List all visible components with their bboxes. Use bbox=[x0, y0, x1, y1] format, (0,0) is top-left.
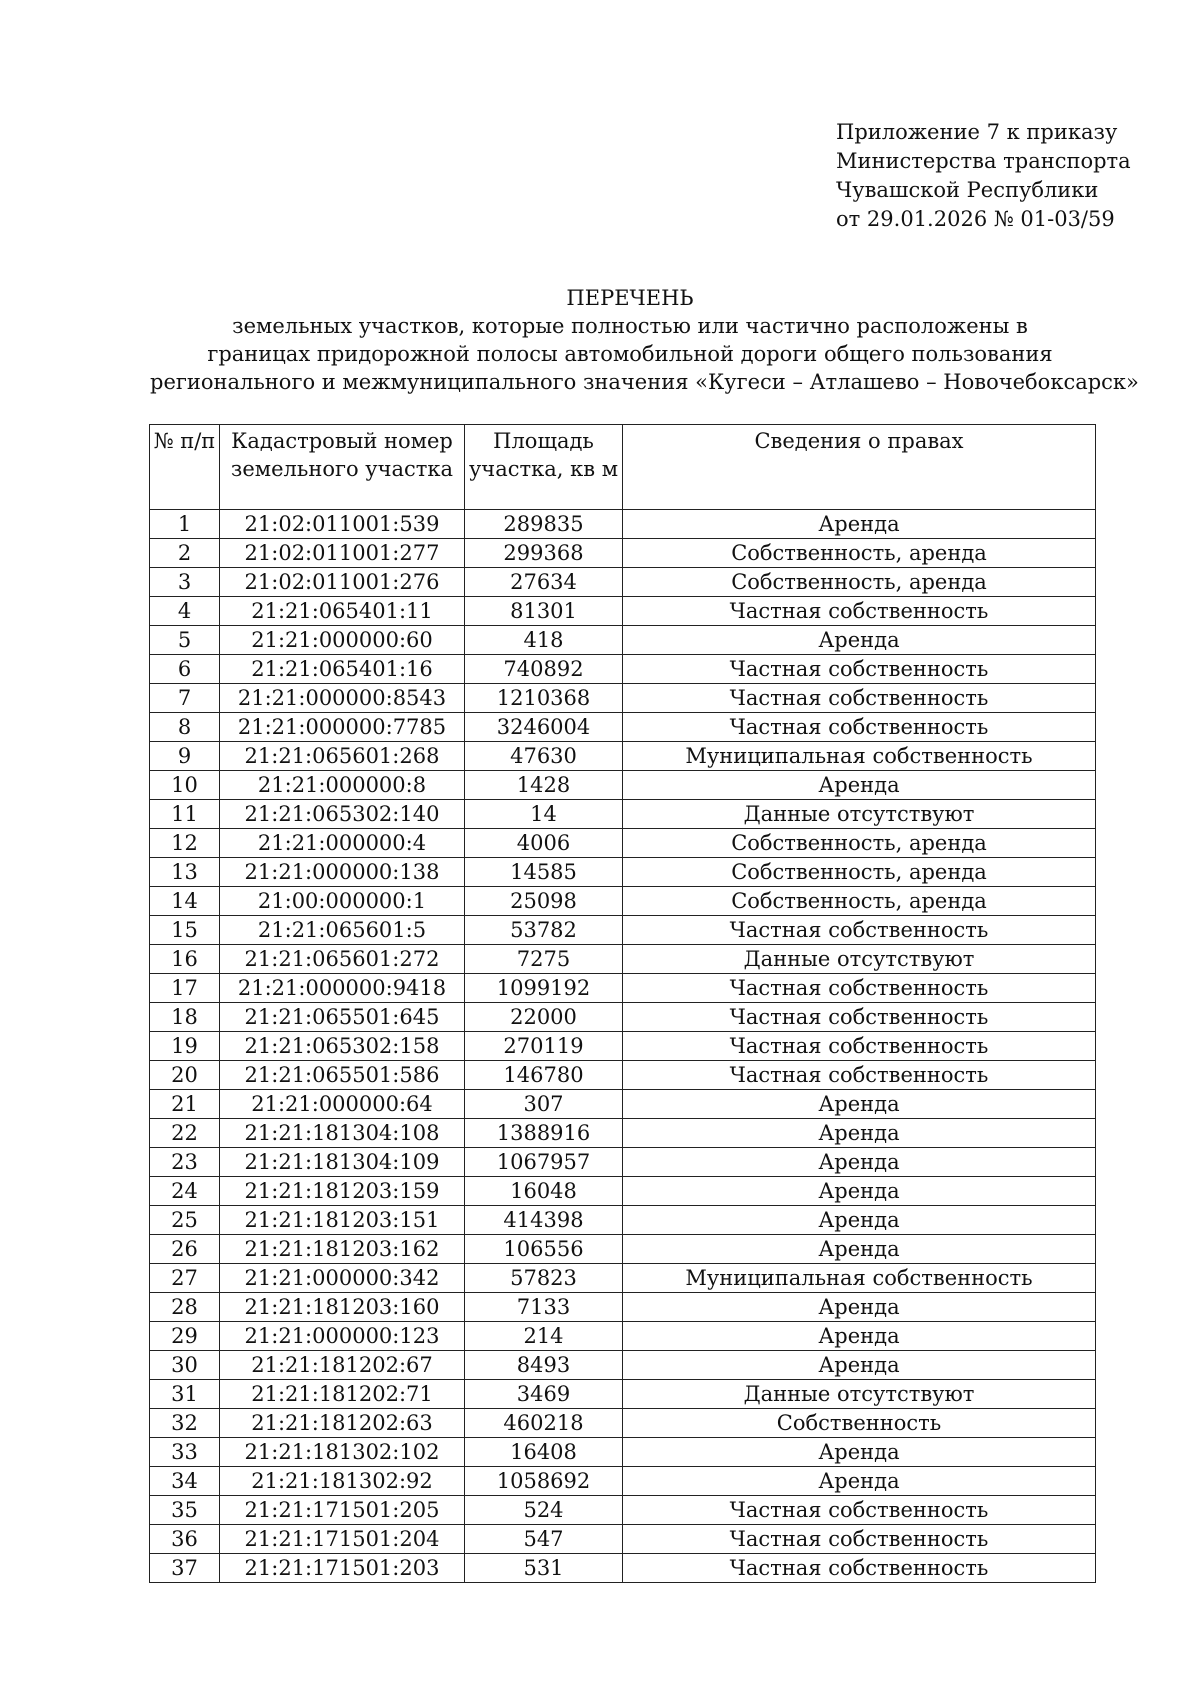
cell-num: 15 bbox=[150, 916, 220, 945]
table-row bbox=[150, 858, 1096, 887]
table-row bbox=[150, 1351, 1096, 1380]
cell-cadastral: 21:21:181203:159 bbox=[220, 1177, 465, 1206]
cell-num: 24 bbox=[150, 1177, 220, 1206]
cell-cadastral: 21:21:000000:7785 bbox=[220, 713, 465, 742]
cell-rights: Аренда bbox=[623, 1322, 1096, 1351]
cell-cadastral: 21:21:181202:63 bbox=[220, 1409, 465, 1438]
cell-rights: Аренда bbox=[623, 1293, 1096, 1322]
cell-cadastral: 21:21:181202:71 bbox=[220, 1380, 465, 1409]
cell-cadastral: 21:21:065501:645 bbox=[220, 1003, 465, 1032]
cell-cadastral: 21:00:000000:1 bbox=[220, 887, 465, 916]
cell-area: 270119 bbox=[465, 1032, 623, 1061]
table-row bbox=[150, 1438, 1096, 1467]
cell-num: 37 bbox=[150, 1554, 220, 1583]
table-row bbox=[150, 1061, 1096, 1090]
cell-rights: Частная собственность bbox=[623, 974, 1096, 1003]
table-row bbox=[150, 1148, 1096, 1177]
cell-cadastral: 21:21:000000:4 bbox=[220, 829, 465, 858]
cell-cadastral: 21:21:181203:160 bbox=[220, 1293, 465, 1322]
cell-area: 1067957 bbox=[465, 1148, 623, 1177]
cell-rights: Аренда bbox=[623, 1351, 1096, 1380]
header-rights: Сведения о правах bbox=[623, 425, 1096, 510]
cell-rights: Частная собственность bbox=[623, 1525, 1096, 1554]
cell-area: 106556 bbox=[465, 1235, 623, 1264]
cell-area: 47630 bbox=[465, 742, 623, 771]
cell-area: 3469 bbox=[465, 1380, 623, 1409]
cell-rights: Муниципальная собственность bbox=[623, 1264, 1096, 1293]
cell-cadastral: 21:02:011001:277 bbox=[220, 539, 465, 568]
cell-rights: Аренда bbox=[623, 1206, 1096, 1235]
cell-area: 289835 bbox=[465, 510, 623, 539]
cell-rights: Собственность, аренда bbox=[623, 539, 1096, 568]
cell-num: 36 bbox=[150, 1525, 220, 1554]
cell-area: 531 bbox=[465, 1554, 623, 1583]
cell-num: 30 bbox=[150, 1351, 220, 1380]
cell-rights: Аренда bbox=[623, 1148, 1096, 1177]
cell-rights: Частная собственность bbox=[623, 1061, 1096, 1090]
document-subtitle-line: границах придорожной полосы автомобильной дороги общего пользования bbox=[207, 342, 1053, 366]
cell-num: 28 bbox=[150, 1293, 220, 1322]
cell-rights: Собственность, аренда bbox=[623, 829, 1096, 858]
cell-num: 14 bbox=[150, 887, 220, 916]
cell-num: 8 bbox=[150, 713, 220, 742]
cell-num: 18 bbox=[150, 1003, 220, 1032]
cell-cadastral: 21:21:065601:5 bbox=[220, 916, 465, 945]
cell-num: 20 bbox=[150, 1061, 220, 1090]
cell-num: 13 bbox=[150, 858, 220, 887]
cell-cadastral: 21:21:181203:151 bbox=[220, 1206, 465, 1235]
cell-area: 146780 bbox=[465, 1061, 623, 1090]
cell-cadastral: 21:21:065302:140 bbox=[220, 800, 465, 829]
cell-cadastral: 21:21:000000:60 bbox=[220, 626, 465, 655]
cell-rights: Данные отсутствуют bbox=[623, 945, 1096, 974]
document-heading bbox=[150, 284, 1139, 396]
cell-area: 214 bbox=[465, 1322, 623, 1351]
cell-area: 524 bbox=[465, 1496, 623, 1525]
cell-area: 4006 bbox=[465, 829, 623, 858]
cell-area: 22000 bbox=[465, 1003, 623, 1032]
table-row bbox=[150, 945, 1096, 974]
cell-cadastral: 21:21:000000:8 bbox=[220, 771, 465, 800]
cell-num: 26 bbox=[150, 1235, 220, 1264]
table-row bbox=[150, 771, 1096, 800]
document-subtitle-line: регионального и межмуниципального значения «Кугеси – Атлашево – Новочебоксарск» bbox=[150, 370, 1139, 394]
cell-num: 22 bbox=[150, 1119, 220, 1148]
cell-cadastral: 21:21:065302:158 bbox=[220, 1032, 465, 1061]
cell-num: 29 bbox=[150, 1322, 220, 1351]
cell-num: 21 bbox=[150, 1090, 220, 1119]
header-area: Площадь участка, кв м bbox=[465, 425, 623, 510]
cell-cadastral: 21:21:181304:109 bbox=[220, 1148, 465, 1177]
cell-area: 14585 bbox=[465, 858, 623, 887]
cell-num: 27 bbox=[150, 1264, 220, 1293]
document-subtitle-line: земельных участков, которые полностью или частично расположены в bbox=[232, 314, 1028, 338]
table-row bbox=[150, 829, 1096, 858]
cell-cadastral: 21:21:000000:9418 bbox=[220, 974, 465, 1003]
cell-rights: Данные отсутствуют bbox=[623, 800, 1096, 829]
cell-num: 11 bbox=[150, 800, 220, 829]
cell-num: 12 bbox=[150, 829, 220, 858]
cell-rights: Аренда bbox=[623, 771, 1096, 800]
table-row bbox=[150, 1090, 1096, 1119]
cell-num: 33 bbox=[150, 1438, 220, 1467]
cell-num: 34 bbox=[150, 1467, 220, 1496]
table-row bbox=[150, 1322, 1096, 1351]
cell-cadastral: 21:21:000000:64 bbox=[220, 1090, 465, 1119]
cell-area: 740892 bbox=[465, 655, 623, 684]
cell-cadastral: 21:21:065401:11 bbox=[220, 597, 465, 626]
cell-cadastral: 21:21:000000:8543 bbox=[220, 684, 465, 713]
cell-num: 23 bbox=[150, 1148, 220, 1177]
appendix-line: Министерства транспорта bbox=[836, 149, 1131, 173]
cell-num: 4 bbox=[150, 597, 220, 626]
table-row bbox=[150, 742, 1096, 771]
cell-cadastral: 21:21:065601:272 bbox=[220, 945, 465, 974]
cell-rights: Собственность bbox=[623, 1409, 1096, 1438]
cell-cadastral: 21:21:171501:203 bbox=[220, 1554, 465, 1583]
cell-rights: Аренда bbox=[623, 1467, 1096, 1496]
table-row bbox=[150, 1206, 1096, 1235]
cell-rights: Муниципальная собственность bbox=[623, 742, 1096, 771]
table-row bbox=[150, 974, 1096, 1003]
cell-cadastral: 21:21:181202:67 bbox=[220, 1351, 465, 1380]
cell-rights: Аренда bbox=[623, 510, 1096, 539]
cell-rights: Собственность, аренда bbox=[623, 887, 1096, 916]
table-row bbox=[150, 1554, 1096, 1583]
cell-cadastral: 21:21:171501:205 bbox=[220, 1496, 465, 1525]
cell-area: 7275 bbox=[465, 945, 623, 974]
header-num: № п/п bbox=[150, 425, 220, 510]
table-row bbox=[150, 1496, 1096, 1525]
cell-cadastral: 21:21:000000:342 bbox=[220, 1264, 465, 1293]
table-header-row bbox=[150, 425, 1096, 510]
land-plots-table bbox=[149, 424, 1096, 1583]
cell-num: 19 bbox=[150, 1032, 220, 1061]
cell-rights: Аренда bbox=[623, 1177, 1096, 1206]
cell-num: 9 bbox=[150, 742, 220, 771]
cell-rights: Частная собственность bbox=[623, 597, 1096, 626]
table-row bbox=[150, 1467, 1096, 1496]
table-row bbox=[150, 626, 1096, 655]
cell-num: 32 bbox=[150, 1409, 220, 1438]
appendix-line: от 29.01.2026 № 01-03/59 bbox=[836, 207, 1115, 231]
cell-rights: Собственность, аренда bbox=[623, 568, 1096, 597]
cell-area: 1058692 bbox=[465, 1467, 623, 1496]
table-row bbox=[150, 800, 1096, 829]
cell-rights: Частная собственность bbox=[623, 1496, 1096, 1525]
cell-area: 27634 bbox=[465, 568, 623, 597]
table-body bbox=[150, 510, 1096, 1583]
table-row bbox=[150, 1003, 1096, 1032]
table-row bbox=[150, 684, 1096, 713]
cell-cadastral: 21:02:011001:539 bbox=[220, 510, 465, 539]
appendix-line: Чувашской Республики bbox=[836, 178, 1099, 202]
table-row bbox=[150, 597, 1096, 626]
cell-num: 7 bbox=[150, 684, 220, 713]
cell-rights: Частная собственность bbox=[623, 713, 1096, 742]
cell-num: 25 bbox=[150, 1206, 220, 1235]
cell-rights: Аренда bbox=[623, 1119, 1096, 1148]
cell-num: 16 bbox=[150, 945, 220, 974]
cell-area: 1388916 bbox=[465, 1119, 623, 1148]
cell-rights: Собственность, аренда bbox=[623, 858, 1096, 887]
header-cadastral: Кадастровый номер земельного участка bbox=[220, 425, 465, 510]
cell-cadastral: 21:21:181302:92 bbox=[220, 1467, 465, 1496]
cell-num: 10 bbox=[150, 771, 220, 800]
cell-cadastral: 21:21:181302:102 bbox=[220, 1438, 465, 1467]
cell-area: 16048 bbox=[465, 1177, 623, 1206]
cell-area: 307 bbox=[465, 1090, 623, 1119]
table-row bbox=[150, 713, 1096, 742]
cell-cadastral: 21:02:011001:276 bbox=[220, 568, 465, 597]
cell-area: 460218 bbox=[465, 1409, 623, 1438]
cell-num: 17 bbox=[150, 974, 220, 1003]
cell-area: 414398 bbox=[465, 1206, 623, 1235]
cell-num: 31 bbox=[150, 1380, 220, 1409]
cell-area: 57823 bbox=[465, 1264, 623, 1293]
cell-area: 16408 bbox=[465, 1438, 623, 1467]
cell-rights: Частная собственность bbox=[623, 1554, 1096, 1583]
cell-num: 1 bbox=[150, 510, 220, 539]
table-row bbox=[150, 1380, 1096, 1409]
table-row bbox=[150, 1119, 1096, 1148]
document-title: ПЕРЕЧЕНЬ bbox=[566, 286, 694, 310]
cell-cadastral: 21:21:000000:138 bbox=[220, 858, 465, 887]
cell-cadastral: 21:21:000000:123 bbox=[220, 1322, 465, 1351]
cell-rights: Аренда bbox=[623, 1235, 1096, 1264]
table-row bbox=[150, 887, 1096, 916]
cell-rights: Частная собственность bbox=[623, 684, 1096, 713]
cell-rights: Данные отсутствуют bbox=[623, 1380, 1096, 1409]
table-row bbox=[150, 1264, 1096, 1293]
table-row bbox=[150, 916, 1096, 945]
cell-area: 53782 bbox=[465, 916, 623, 945]
table-row bbox=[150, 655, 1096, 684]
cell-rights: Частная собственность bbox=[623, 1003, 1096, 1032]
cell-area: 299368 bbox=[465, 539, 623, 568]
cell-cadastral: 21:21:065401:16 bbox=[220, 655, 465, 684]
cell-num: 5 bbox=[150, 626, 220, 655]
table-row bbox=[150, 1525, 1096, 1554]
cell-area: 25098 bbox=[465, 887, 623, 916]
cell-area: 7133 bbox=[465, 1293, 623, 1322]
table-row bbox=[150, 1293, 1096, 1322]
table-row bbox=[150, 510, 1096, 539]
table-row bbox=[150, 1032, 1096, 1061]
appendix-line: Приложение 7 к приказу bbox=[836, 120, 1118, 144]
cell-num: 3 bbox=[150, 568, 220, 597]
cell-cadastral: 21:21:181203:162 bbox=[220, 1235, 465, 1264]
cell-area: 1099192 bbox=[465, 974, 623, 1003]
cell-area: 547 bbox=[465, 1525, 623, 1554]
cell-area: 14 bbox=[465, 800, 623, 829]
cell-area: 3246004 bbox=[465, 713, 623, 742]
cell-rights: Аренда bbox=[623, 626, 1096, 655]
cell-cadastral: 21:21:065601:268 bbox=[220, 742, 465, 771]
cell-num: 35 bbox=[150, 1496, 220, 1525]
cell-cadastral: 21:21:181304:108 bbox=[220, 1119, 465, 1148]
cell-area: 1428 bbox=[465, 771, 623, 800]
cell-rights: Частная собственность bbox=[623, 916, 1096, 945]
table-row bbox=[150, 1409, 1096, 1438]
table-row bbox=[150, 1177, 1096, 1206]
cell-cadastral: 21:21:171501:204 bbox=[220, 1525, 465, 1554]
table-row bbox=[150, 539, 1096, 568]
cell-area: 1210368 bbox=[465, 684, 623, 713]
appendix-header bbox=[836, 118, 1131, 234]
table-row bbox=[150, 1235, 1096, 1264]
cell-area: 418 bbox=[465, 626, 623, 655]
cell-rights: Аренда bbox=[623, 1090, 1096, 1119]
cell-rights: Частная собственность bbox=[623, 655, 1096, 684]
cell-num: 6 bbox=[150, 655, 220, 684]
cell-area: 81301 bbox=[465, 597, 623, 626]
cell-num: 2 bbox=[150, 539, 220, 568]
cell-cadastral: 21:21:065501:586 bbox=[220, 1061, 465, 1090]
cell-area: 8493 bbox=[465, 1351, 623, 1380]
cell-rights: Аренда bbox=[623, 1438, 1096, 1467]
cell-rights: Частная собственность bbox=[623, 1032, 1096, 1061]
table-row bbox=[150, 568, 1096, 597]
